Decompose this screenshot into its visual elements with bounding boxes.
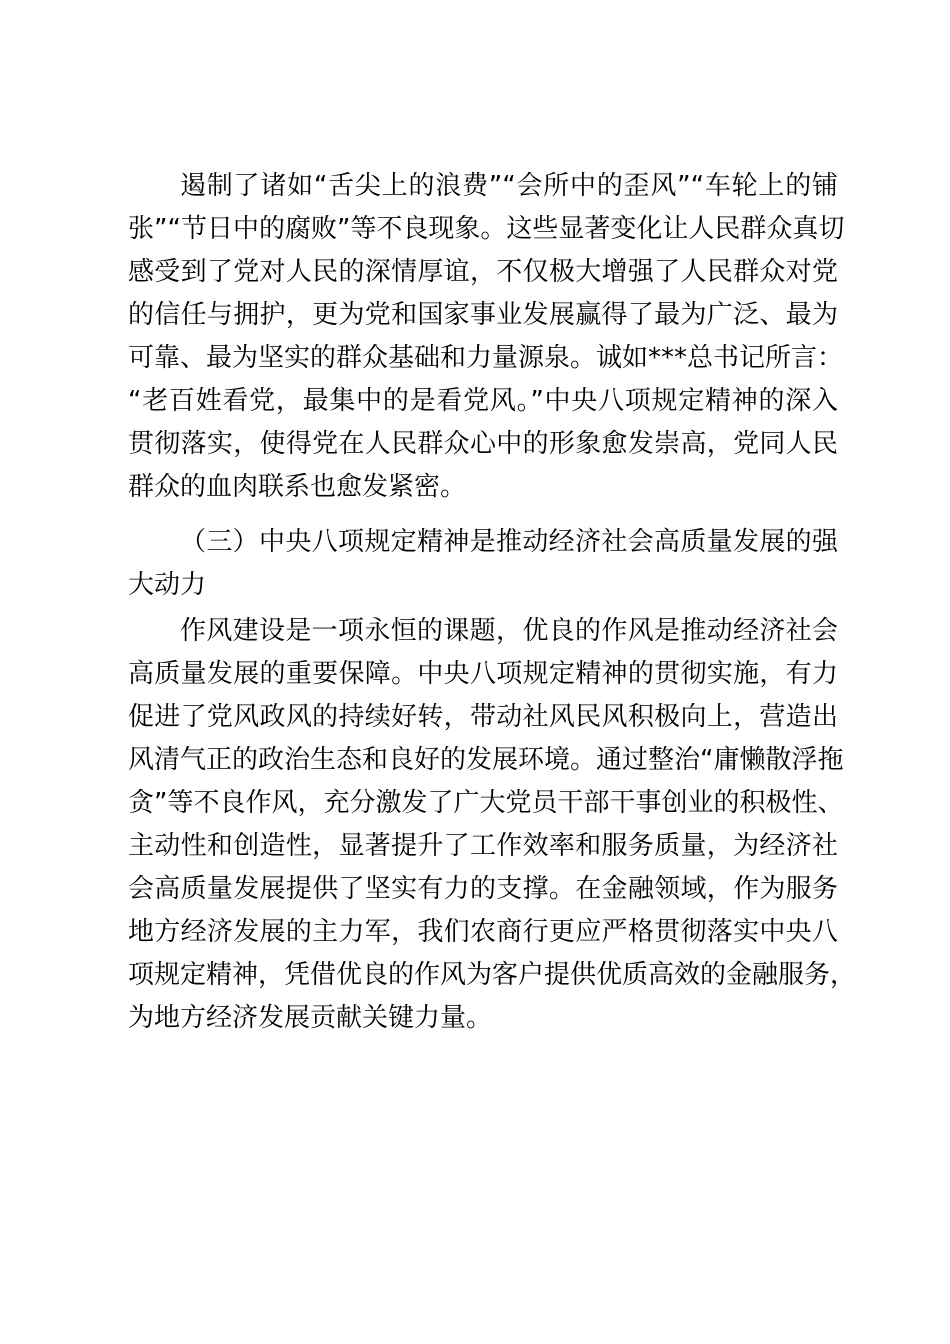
paragraph-line: “老百姓看党，最集中的是看党风。”中央八项规定精神的深入 (128, 386, 838, 416)
paragraph-line: 的信任与拥护，更为党和国家事业发展赢得了最为广泛、最为 (128, 300, 838, 330)
paragraph-line: 贯彻落实，使得党在人民群众心中的形象愈发崇高，党同人民 (128, 429, 838, 459)
paragraph-line: 风清气正的政治生态和良好的发展环境。通过整治“庸懒散浮拖 (128, 745, 844, 775)
paragraph-line: 地方经济发展的主力军，我们农商行更应严格贯彻落实中央八 (128, 917, 838, 947)
paragraph-line: 高质量发展的重要保障。中央八项规定精神的贯彻实施，有力 (128, 659, 838, 689)
paragraph-line: 为地方经济发展贡献关键力量。 (128, 1003, 493, 1033)
paragraph-line: 贪”等不良作风，充分激发了广大党员干部干事创业的积极性、 (128, 788, 844, 818)
paragraph-line: 群众的血肉联系也愈发紧密。 (128, 472, 467, 502)
paragraph-line: 促进了党风政风的持续好转，带动社风民风积极向上，营造出 (128, 702, 838, 732)
paragraph-line: 感受到了党对人民的深情厚谊，不仅极大增强了人民群众对党 (128, 257, 838, 287)
paragraph-line: 遏制了诸如“舌尖上的浪费”“会所中的歪风”“车轮上的铺 (180, 171, 838, 201)
paragraph-line: 可靠、最为坚实的群众基础和力量源泉。诚如***总书记所言： (128, 343, 844, 373)
paragraph-line: 张”“节日中的腐败”等不良现象。这些显著变化让人民群众真切 (128, 214, 845, 244)
section-heading: 大动力 (128, 570, 207, 600)
paragraph-line: 会高质量发展提供了坚实有力的支撑。在金融领域，作为服务 (128, 874, 838, 904)
paragraph-line: 项规定精神，凭借优良的作风为客户提供优质高效的金融服务， (128, 960, 857, 990)
section-heading: （三）中央八项规定精神是推动经济社会高质量发展的强 (180, 527, 838, 557)
paragraph-line: 主动性和创造性，显著提升了工作效率和服务质量，为经济社 (128, 831, 838, 861)
paragraph-line: 作风建设是一项永恒的课题，优良的作风是推动经济社会 (180, 616, 838, 646)
